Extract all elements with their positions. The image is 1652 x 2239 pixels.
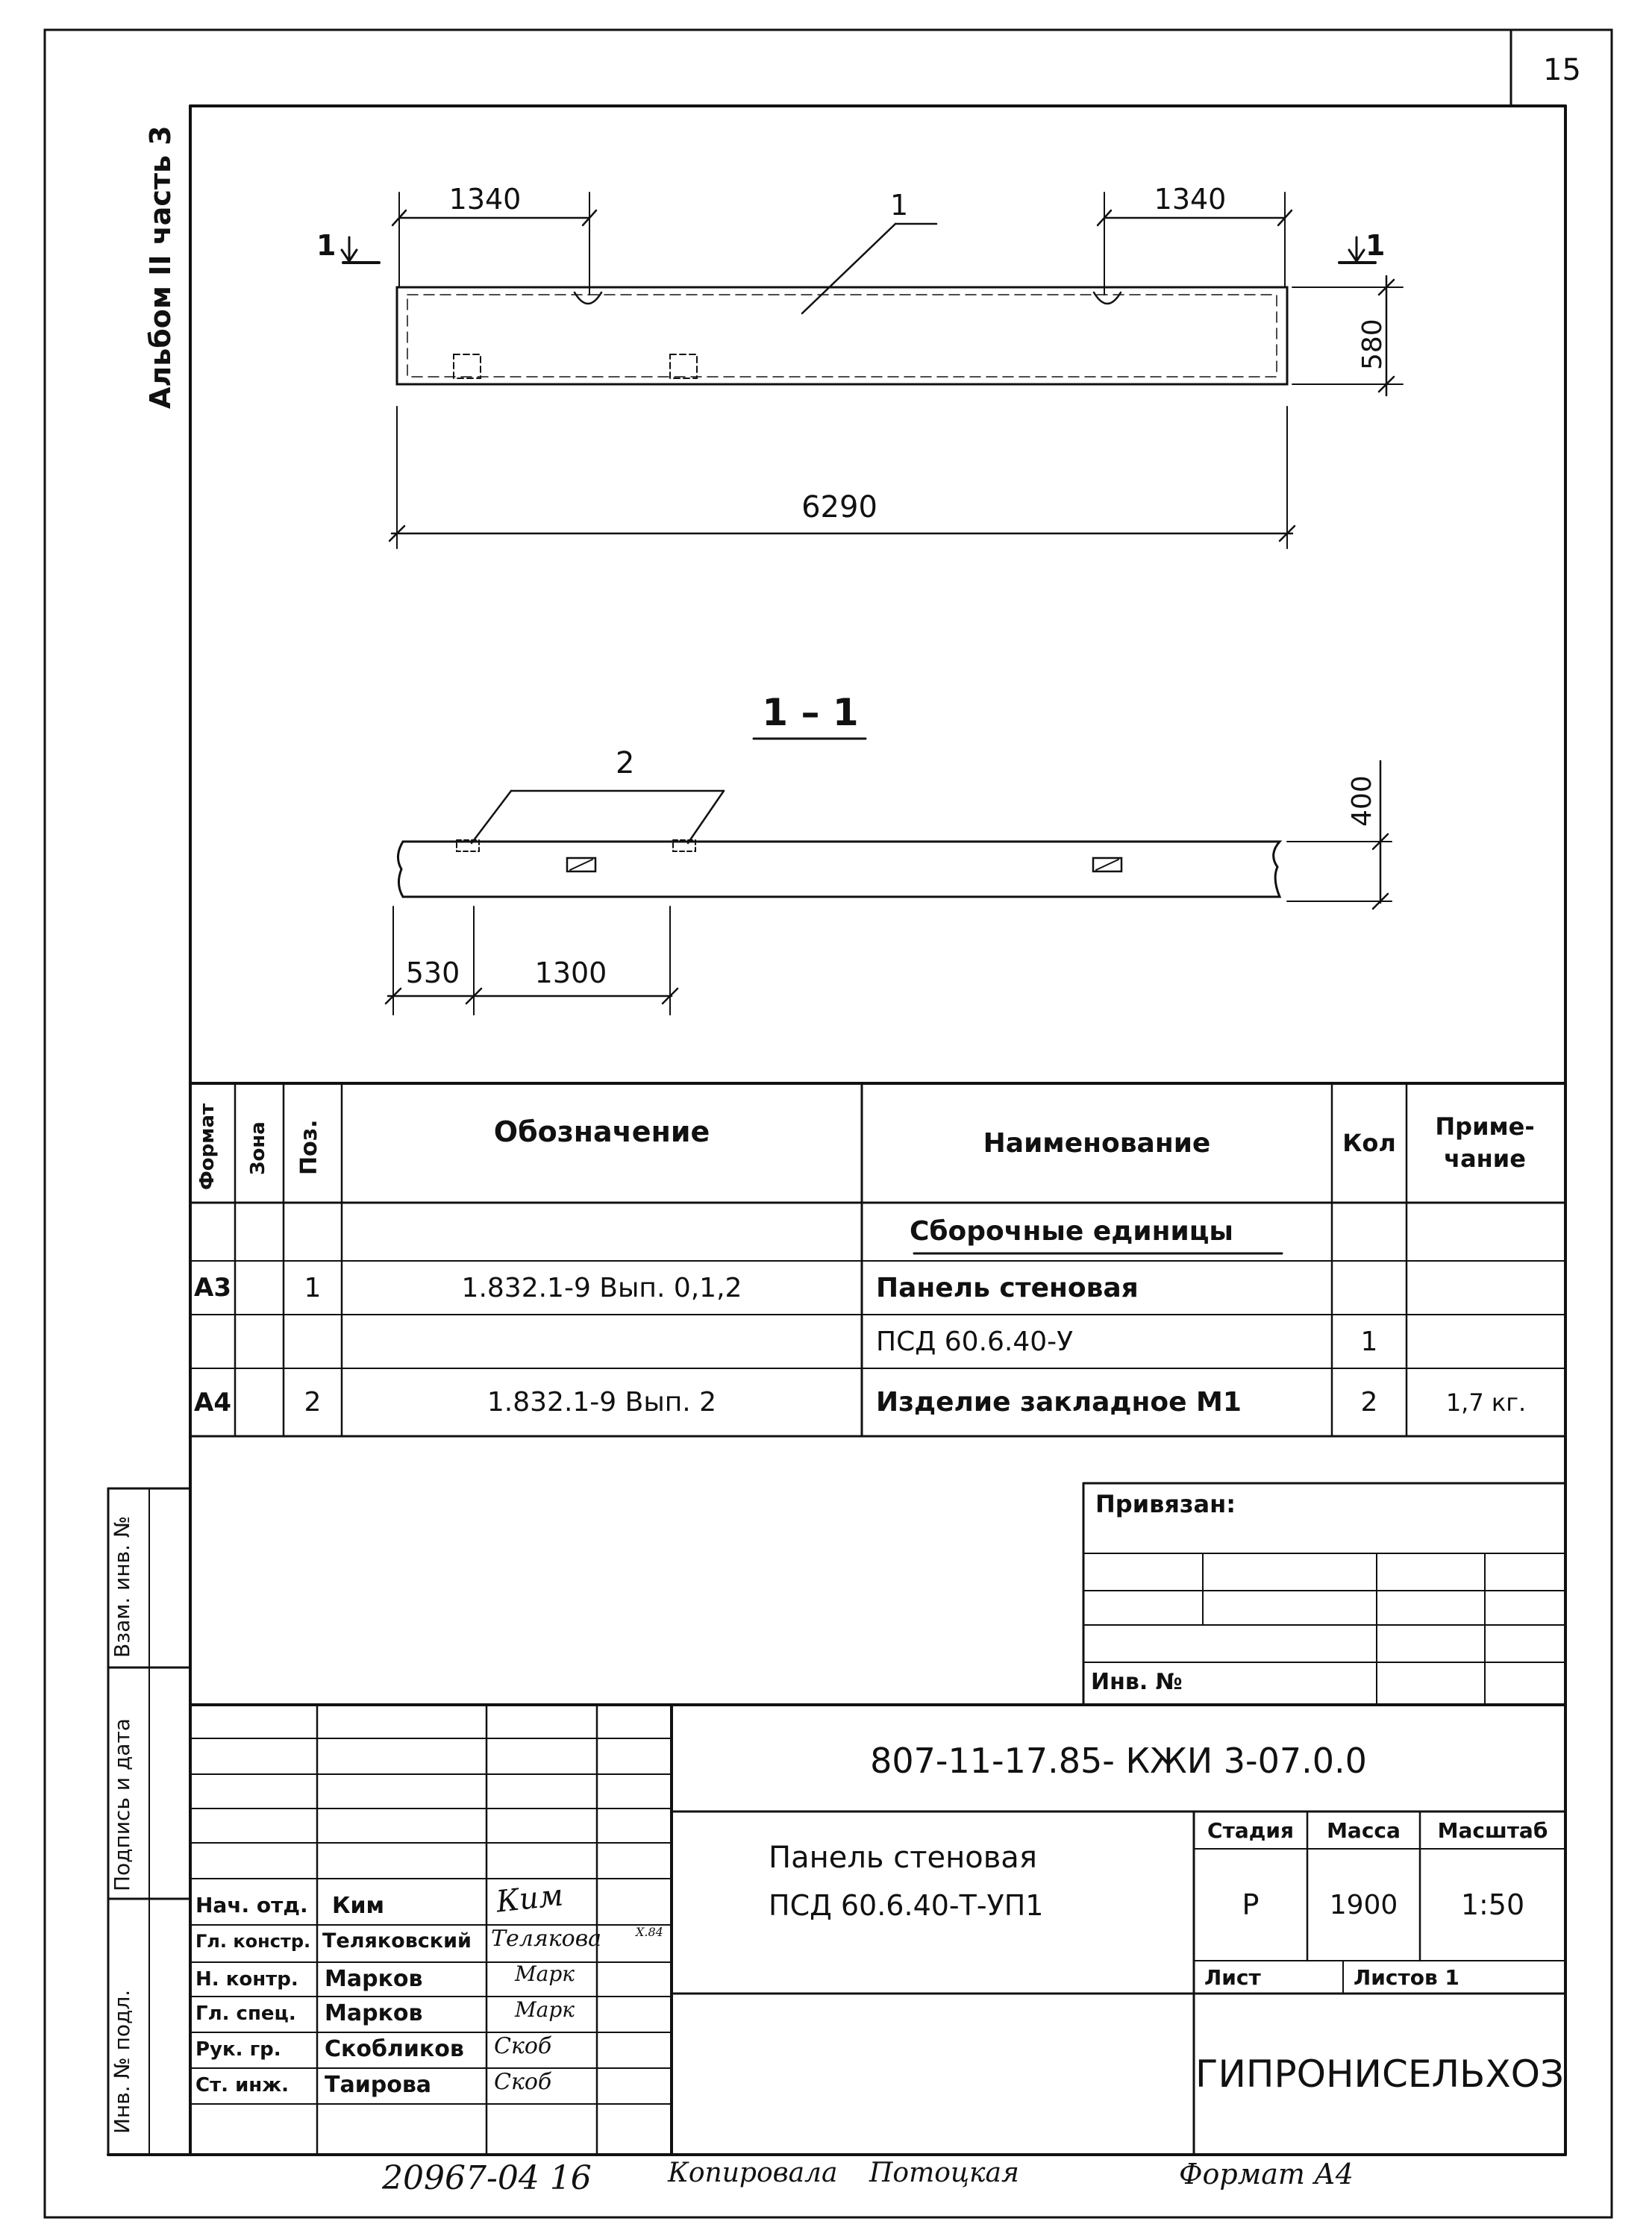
- plan-length-dim: 6290: [801, 490, 877, 524]
- sig-name-3: Марков: [325, 2000, 423, 2026]
- document-code: 807-11-17.85- КЖИ 3-07.0.0: [870, 1741, 1367, 1781]
- margin-podpis-label: Подпись и дата: [110, 1718, 134, 1891]
- section-dim-a: 530: [405, 956, 460, 989]
- plan-height-dim: 580: [1357, 319, 1388, 370]
- section-position-label: 2: [616, 746, 635, 780]
- sig-sign-0: Ким: [494, 1878, 566, 1920]
- sheet-number: 15: [1543, 53, 1581, 87]
- mass-value: 1900: [1329, 1889, 1398, 1920]
- sig-name-0: Ким: [332, 1893, 385, 1919]
- sig-sign-4: Скоб: [494, 2033, 552, 2059]
- section-height-dim: 400: [1347, 775, 1377, 827]
- stage-value: Р: [1242, 1888, 1260, 1921]
- spec-row-3-designation: 1.832.1-9 Вып. 2: [486, 1387, 717, 1418]
- album-label: Альбом II часть 3: [144, 125, 177, 409]
- title-line-2: ПСД 60.6.40-Т-УП1: [769, 1889, 1044, 1922]
- section-marker-right: 1: [1365, 229, 1386, 262]
- spec-row-1-designation: 1.832.1-9 Вып. 0,1,2: [461, 1272, 742, 1303]
- plan-dim-left: 1340: [448, 183, 522, 216]
- title-line-1: Панель стеновая: [769, 1841, 1037, 1875]
- spec-header-format: Формат: [196, 1103, 219, 1190]
- sig-role-2: Н. контр.: [195, 1968, 298, 1991]
- scale-label: Масштаб: [1437, 1817, 1548, 1843]
- footer-archive-no: 20967-04 16: [382, 2159, 592, 2197]
- spec-row-1-pos: 1: [304, 1272, 322, 1303]
- sheets-label: Листов 1: [1354, 1964, 1459, 1990]
- spec-row-3-note: 1,7 кг.: [1445, 1388, 1527, 1417]
- spec-row-2-qty: 1: [1360, 1326, 1378, 1357]
- sig-sign-1: Телякова: [491, 1926, 602, 1952]
- footer-copied-name: Потоцкая: [869, 2158, 1019, 2188]
- plan-dim-right: 1340: [1154, 183, 1227, 216]
- sheet-label: Лист: [1204, 1964, 1261, 1990]
- spec-row-3-qty: 2: [1360, 1387, 1378, 1418]
- sig-name-5: Таирова: [325, 2072, 432, 2098]
- sig-date-1: X.84: [636, 1925, 663, 1939]
- sig-role-5: Ст. инж.: [195, 2074, 290, 2096]
- margin-inv-podl-label: Инв. № подл.: [110, 1989, 134, 2134]
- binding-title: Привязан:: [1095, 1490, 1236, 1518]
- spec-row-2-name: ПСД 60.6.40-У: [876, 1326, 1074, 1357]
- organization-name: ГИПРОНИСЕЛЬХОЗ: [1195, 2052, 1565, 2096]
- spec-header-designation: Обозначение: [493, 1115, 710, 1148]
- binding-inv-label: Инв. №: [1091, 1669, 1183, 1695]
- sig-role-4: Рук. гр.: [195, 2038, 281, 2061]
- sig-name-2: Марков: [325, 1966, 423, 1992]
- spec-row-1-format: А3: [194, 1273, 231, 1303]
- footer-copied-label: Копировала: [668, 2158, 838, 2188]
- spec-row-1-name: Панель стеновая: [876, 1272, 1139, 1303]
- sig-name-1: Теляковский: [322, 1929, 472, 1953]
- sig-sign-5: Скоб: [494, 2069, 552, 2095]
- sig-role-1: Гл. констр.: [195, 1931, 311, 1952]
- spec-row-3-format: А4: [194, 1387, 231, 1418]
- spec-header-note: Приме-чание: [1435, 1112, 1535, 1173]
- sig-role-3: Гл. спец.: [195, 2002, 296, 2025]
- footer-format: Формат А4: [1179, 2158, 1354, 2191]
- margin-vzam-label: Взам. инв. №: [110, 1515, 134, 1658]
- section-marker-left: 1: [316, 229, 337, 262]
- section-dim-b: 1300: [534, 956, 607, 989]
- spec-row-0-name: Сборочные единицы: [910, 1215, 1233, 1247]
- spec-header-name: Наименование: [983, 1127, 1211, 1159]
- section-title: 1 – 1: [762, 691, 859, 734]
- sig-name-4: Скобликов: [325, 2036, 464, 2062]
- sig-sign-2: Марк: [515, 1961, 575, 1986]
- spec-header-zone: Зона: [247, 1121, 269, 1175]
- scale-value: 1:50: [1460, 1888, 1525, 1921]
- spec-row-3-pos: 2: [304, 1387, 322, 1418]
- stage-label: Стадия: [1207, 1817, 1294, 1843]
- spec-row-3-name: Изделие закладное М1: [876, 1387, 1242, 1418]
- plan-position-label: 1: [890, 189, 909, 222]
- spec-header-qty: Кол: [1342, 1129, 1396, 1157]
- sig-role-0: Нач. отд.: [195, 1893, 308, 1917]
- sig-sign-3: Марк: [515, 1997, 575, 2022]
- mass-label: Масса: [1327, 1817, 1401, 1843]
- spec-header-pos: Поз.: [296, 1119, 322, 1175]
